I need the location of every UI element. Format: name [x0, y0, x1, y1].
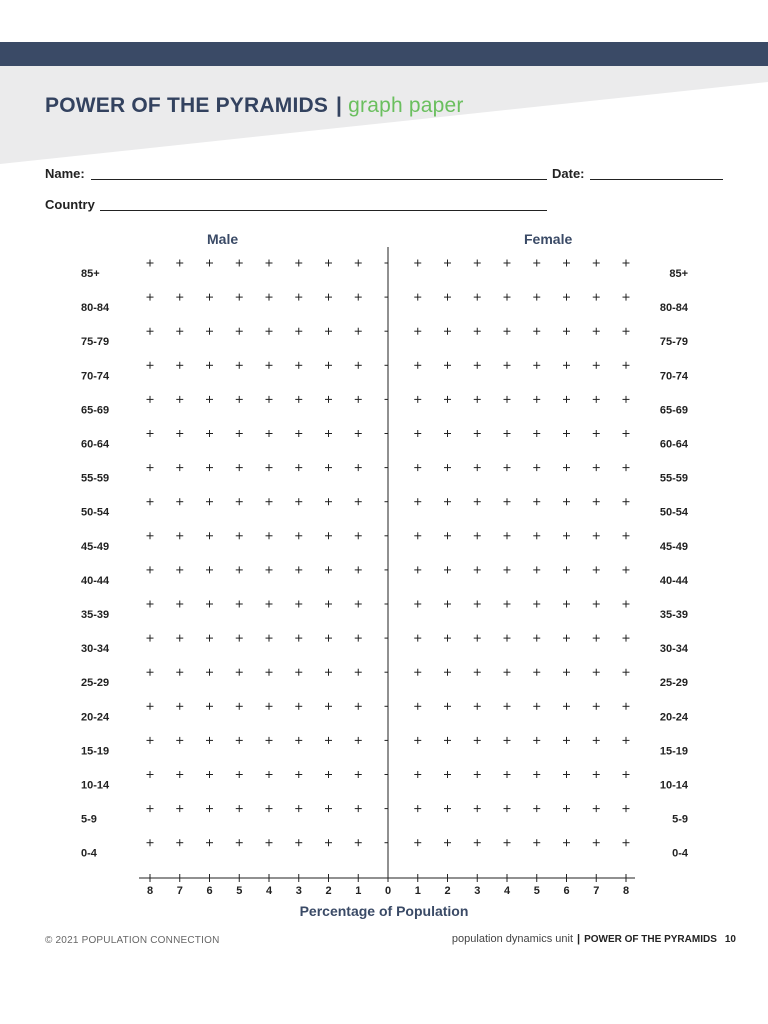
x-tick-label: 7: [593, 885, 600, 897]
x-tick-label: 2: [444, 885, 451, 897]
page-subtitle: graph paper: [348, 94, 464, 117]
date-label: Date:: [552, 166, 585, 181]
age-label-female: 50-54: [659, 506, 688, 519]
age-label-female: 10-14: [659, 779, 688, 792]
x-tick-label: 1: [414, 885, 421, 897]
footer-lesson-info: [452, 933, 736, 945]
age-label-male: 10-14: [81, 779, 110, 792]
age-label-male: 55-59: [81, 472, 110, 485]
age-label-female: 75-79: [659, 336, 688, 349]
age-label-female: 25-29: [659, 677, 688, 690]
age-label-male: 50-54: [81, 506, 110, 519]
female-title: Female: [524, 231, 573, 247]
x-tick-label: 1: [355, 885, 362, 897]
page-title-main: POWER OF THE PYRAMIDS: [45, 94, 329, 117]
age-label-female: 65-69: [659, 404, 688, 417]
page-number: 10: [724, 934, 736, 945]
age-label-female: 60-64: [659, 438, 688, 451]
age-label-male: 80-84: [81, 302, 110, 315]
age-label-male: 85+: [81, 268, 100, 280]
age-label-male: 30-34: [81, 643, 110, 656]
age-label-male: 20-24: [81, 711, 110, 724]
age-label-female: 0-4: [672, 847, 688, 860]
age-label-female: 20-24: [659, 711, 688, 724]
x-tick-label: 8: [146, 885, 154, 897]
x-tick-label: 6: [206, 885, 213, 897]
title-separator: |: [336, 94, 343, 117]
x-tick-label: 4: [265, 885, 273, 897]
age-label-male: 75-79: [81, 336, 110, 349]
footer-pipe: |: [577, 933, 581, 945]
age-label-female: 30-34: [659, 643, 688, 656]
x-tick-label: 8: [622, 885, 630, 897]
name-label: Name:: [45, 166, 85, 181]
age-label-male: 5-9: [81, 813, 97, 826]
age-label-female: 15-19: [659, 745, 688, 758]
age-label-male: 60-64: [81, 438, 110, 451]
age-label-male: 40-44: [81, 574, 110, 587]
x-tick-label: 6: [563, 885, 570, 897]
age-label-female: 55-59: [659, 472, 688, 485]
age-label-male: 45-49: [81, 540, 110, 553]
x-tick-label: 5: [533, 885, 540, 897]
age-label-male: 15-19: [81, 745, 110, 758]
age-label-female: 40-44: [659, 574, 688, 587]
x-tick-label: 3: [474, 885, 481, 897]
country-label: Country: [45, 197, 95, 212]
x-tick-label: 2: [325, 885, 332, 897]
x-tick-label: 5: [236, 885, 243, 897]
age-label-female: 5-9: [672, 813, 688, 826]
footer-copyright: © 2021 POPULATION CONNECTION: [45, 935, 220, 946]
age-label-female: 80-84: [659, 302, 688, 315]
x-tick-label: 7: [176, 885, 183, 897]
age-label-male: 70-74: [81, 370, 110, 383]
age-label-male: 25-29: [81, 677, 110, 690]
x-axis-title: Percentage of Population: [299, 903, 469, 919]
age-label-male: 0-4: [81, 847, 97, 860]
age-label-female: 70-74: [659, 370, 688, 383]
x-tick-label: 0: [384, 885, 392, 897]
footer-unit: population dynamics unit: [451, 933, 573, 945]
x-tick-label: 3: [295, 885, 302, 897]
male-title: Male: [207, 231, 239, 247]
age-label-female: 35-39: [659, 609, 688, 621]
age-label-female: 85+: [669, 268, 688, 280]
age-label-male: 35-39: [81, 609, 110, 621]
age-label-female: 45-49: [659, 540, 688, 553]
age-label-male: 65-69: [81, 404, 110, 417]
x-tick-label: 4: [503, 885, 511, 897]
footer-lesson: POWER OF THE PYRAMIDS: [584, 934, 717, 945]
